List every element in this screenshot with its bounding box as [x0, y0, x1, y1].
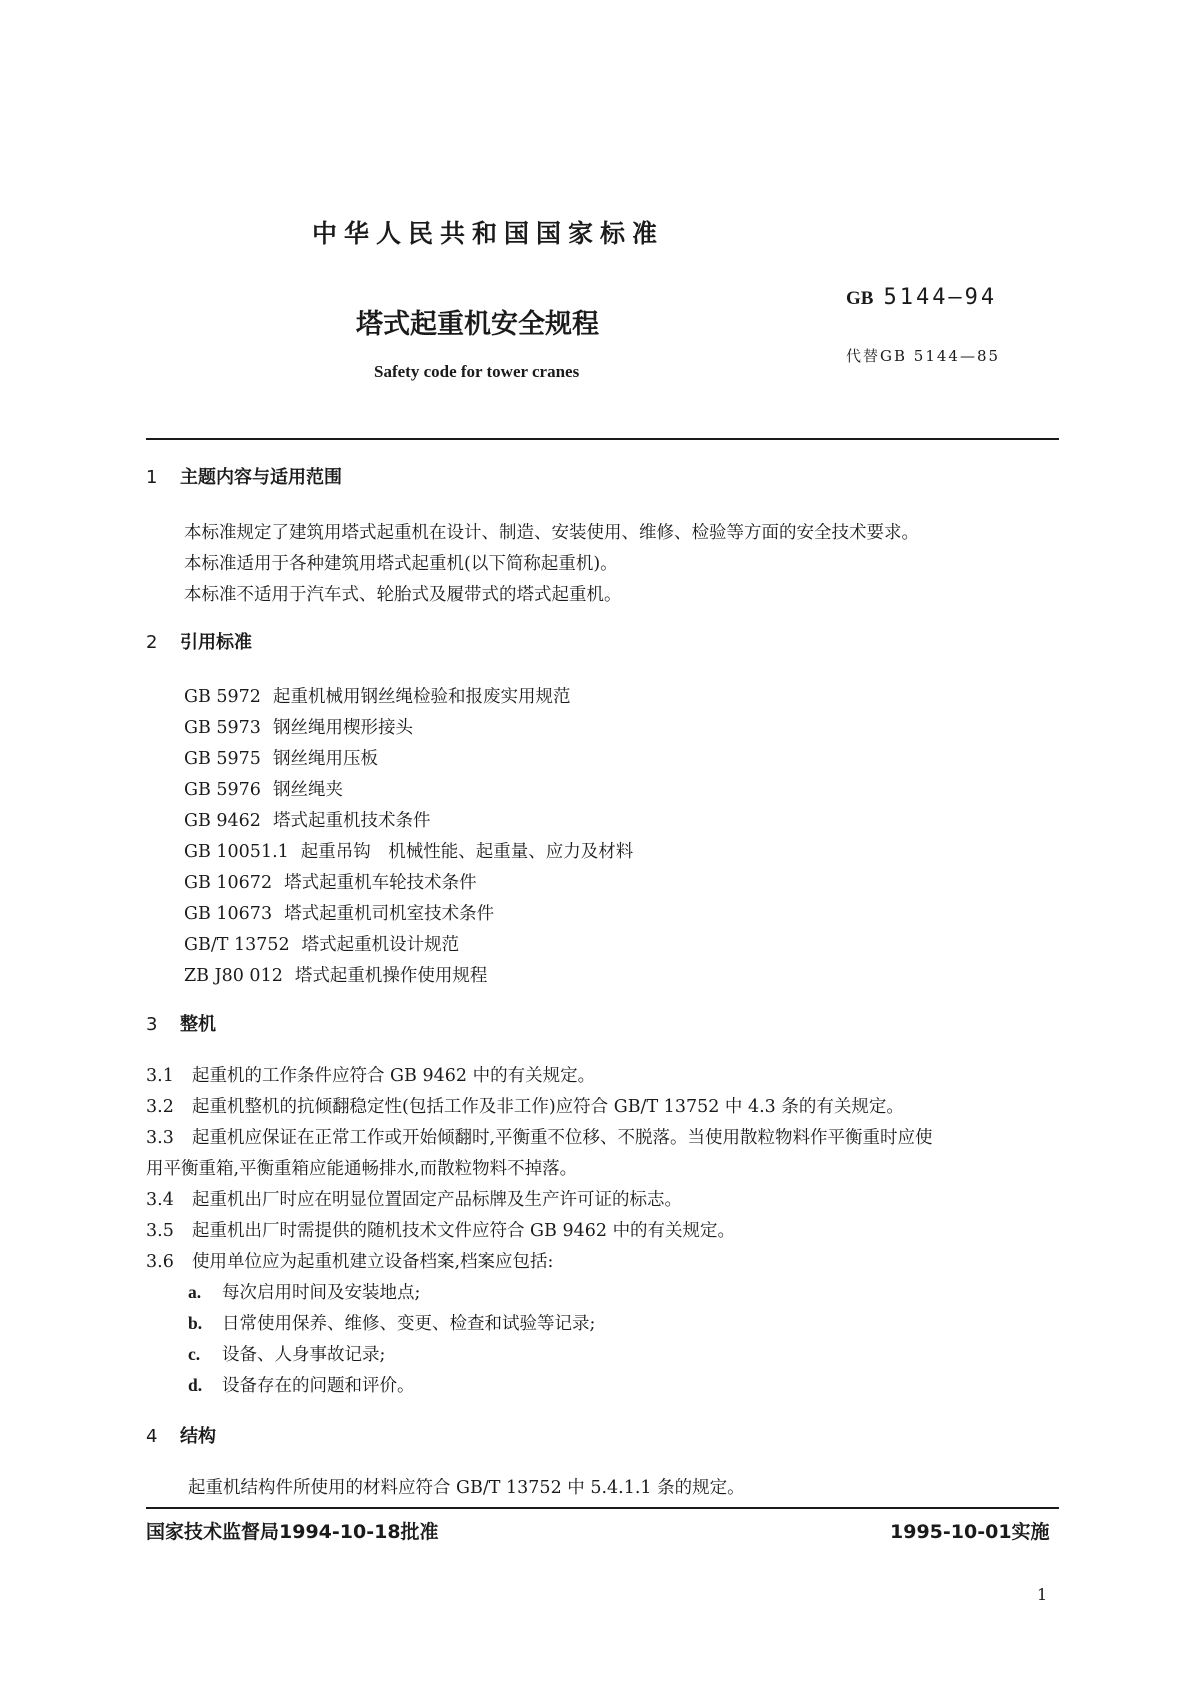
- list-item-label: a.: [188, 1282, 202, 1302]
- clause-number: 3.2: [146, 1097, 174, 1117]
- reference-code: GB 5972: [184, 687, 261, 707]
- clause-number: 3.4: [146, 1190, 174, 1210]
- reference-name: 塔式起重机司机室技术条件: [284, 904, 495, 924]
- section-3-heading: [146, 1010, 216, 1036]
- clause-text: 起重机出厂时应在明显位置固定产品标牌及生产许可证的标志。: [192, 1190, 682, 1210]
- section-1-heading: [146, 463, 342, 489]
- clause-text: 起重机出厂时需提供的随机技术文件应符合 GB 9462 中的有关规定。: [192, 1221, 736, 1241]
- reference-code: GB/T 13752: [184, 935, 290, 955]
- list-item-text: 每次启用时间及安装地点;: [222, 1283, 421, 1303]
- list-item: [188, 1279, 420, 1304]
- reference-item: [184, 838, 633, 863]
- paragraph: 起重机结构件所使用的材料应符合 GB/T 13752 中 5.4.1.1 条的规定。: [188, 1478, 745, 1498]
- reference-name: 塔式起重机车轮技术条件: [284, 873, 477, 893]
- clause-text: 起重机整机的抗倾翻稳定性(包括工作及非工作)应符合 GB/T 13752 中 4.3 条的有关规定。: [192, 1097, 904, 1117]
- clause-text: 使用单位应为起重机建立设备档案,档案应包括:: [192, 1252, 554, 1272]
- document-title-en: Safety code for tower cranes: [374, 362, 580, 381]
- replaces-note: 代替GB 5144—85: [846, 347, 1001, 365]
- reference-code: GB 10672: [184, 873, 273, 893]
- reference-item: [184, 807, 430, 832]
- list-item-text: 日常使用保养、维修、变更、检查和试验等记录;: [222, 1314, 596, 1334]
- section-2-heading: [146, 628, 252, 654]
- reference-code: GB 5976: [184, 780, 261, 800]
- section-title: 结构: [180, 1426, 216, 1447]
- list-item: [188, 1310, 595, 1335]
- list-item-label: b.: [188, 1313, 203, 1333]
- paragraph: 本标准适用于各种建筑用塔式起重机(以下简称起重机)。: [184, 554, 618, 574]
- reference-name: 钢丝绳用楔形接头: [272, 718, 413, 738]
- clause: [146, 1093, 904, 1118]
- reference-name: 塔式起重机操作使用规程: [294, 966, 488, 986]
- reference-code: GB 5975: [184, 749, 261, 769]
- clause-text: 起重机的工作条件应符合 GB 9462 中的有关规定。: [192, 1066, 596, 1086]
- section-title: 整机: [180, 1014, 216, 1035]
- reference-name: 起重机械用钢丝绳检验和报废实用规范: [272, 687, 571, 707]
- reference-name: 塔式起重机设计规范: [301, 935, 460, 955]
- document-title-cn: 塔式起重机安全规程: [356, 309, 599, 340]
- list-item-label: d.: [188, 1375, 203, 1395]
- list-item-label: c.: [188, 1344, 201, 1364]
- clause-number: 3.5: [146, 1221, 174, 1241]
- reference-code: ZB J80 012: [184, 966, 283, 986]
- approval-date: 国家技术监督局1994-10-18批准: [146, 1521, 439, 1543]
- list-item: [188, 1372, 415, 1397]
- clause-number: 3.6: [146, 1252, 174, 1272]
- clause-number: 3.1: [146, 1066, 174, 1086]
- clause: [146, 1124, 933, 1149]
- reference-name: 塔式起重机技术条件: [272, 811, 431, 831]
- reference-item: [184, 900, 494, 925]
- reference-name: 钢丝绳夹: [272, 780, 343, 800]
- reference-item: [184, 776, 343, 801]
- clause-text: 起重机应保证在正常工作或开始倾翻时,平衡重不位移、不脱落。当使用散粒物料作平衡重时应使: [192, 1128, 933, 1148]
- clause: [146, 1217, 735, 1242]
- reference-item: [184, 714, 413, 739]
- reference-item: [184, 962, 487, 987]
- clause-number: 3.3: [146, 1128, 174, 1148]
- footer-divider: [146, 1507, 1059, 1509]
- list-item-text: 设备、人身事故记录;: [222, 1345, 386, 1365]
- reference-item: [184, 745, 378, 770]
- clause: [146, 1248, 553, 1273]
- section-number: 4: [146, 1426, 158, 1447]
- paragraph: 本标准规定了建筑用塔式起重机在设计、制造、安装使用、维修、检验等方面的安全技术要求。: [184, 523, 919, 543]
- header-divider: [146, 438, 1059, 440]
- effective-date: 1995-10-01实施: [890, 1521, 1050, 1543]
- reference-item: [184, 931, 459, 956]
- section-number: 3: [146, 1014, 158, 1035]
- section-4-heading: [146, 1422, 216, 1448]
- list-item-text: 设备存在的问题和评价。: [222, 1376, 415, 1396]
- paragraph: 本标准不适用于汽车式、轮胎式及履带式的塔式起重机。: [184, 585, 622, 605]
- reference-code: GB 10673: [184, 904, 273, 924]
- section-number: 1: [146, 467, 158, 488]
- national-standard-heading: 中华人民共和国国家标准: [312, 219, 665, 248]
- reference-name: 起重吊钩 机械性能、起重量、应力及材料: [300, 842, 634, 862]
- section-title: 主题内容与适用范围: [180, 467, 342, 488]
- standard-prefix: GB: [846, 288, 874, 309]
- standard-number: [846, 285, 997, 310]
- list-item: [188, 1341, 385, 1366]
- section-number: 2: [146, 632, 158, 653]
- reference-name: 钢丝绳用压板: [272, 749, 378, 769]
- reference-code: GB 9462: [184, 811, 261, 831]
- standard-code: 5144—94: [883, 285, 998, 310]
- reference-item: [184, 869, 477, 894]
- reference-item: [184, 683, 570, 708]
- page-number: 1: [1037, 1585, 1048, 1604]
- section-title: 引用标准: [180, 632, 252, 653]
- clause: [146, 1186, 682, 1211]
- clause: [146, 1062, 595, 1087]
- reference-code: GB 5973: [184, 718, 261, 738]
- clause-continuation: 用平衡重箱,平衡重箱应能通畅排水,而散粒物料不掉落。: [146, 1159, 578, 1179]
- reference-code: GB 10051.1: [184, 842, 289, 862]
